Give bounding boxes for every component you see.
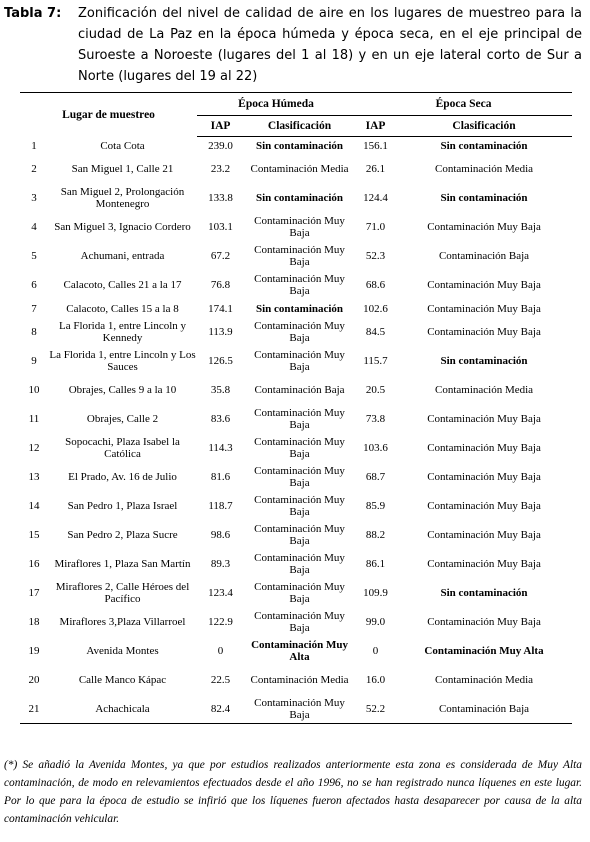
dry-classification: Contaminación Muy Baja bbox=[427, 326, 541, 338]
table-row bbox=[20, 637, 572, 666]
dry-classification: Sin contaminación bbox=[440, 192, 528, 204]
place-name: El Prado, Av. 16 de Julio bbox=[68, 471, 177, 483]
place-name: Obrajes, Calles 9 a la 10 bbox=[68, 384, 177, 396]
caption-label: Tabla 7: bbox=[4, 6, 62, 21]
dry-iap-value: 73.8 bbox=[365, 413, 386, 425]
air-quality-table bbox=[20, 92, 572, 724]
dry-classification: Contaminación Media bbox=[434, 384, 534, 396]
row-number: 19 bbox=[28, 645, 40, 657]
footnote: (*) Se añadió la Avenida Montes, ya que por estudios realizados anteriormente esta zona es considerada de Muy Alta contaminación, de modo en relevamientos efectuados desde el año 1996, no se han registrado nunca líquenes en este lugar. Por lo que para la época de estudio se infirió que los líquenes fueron afectados hasta desaparecer por causa de la alta contaminación vehicular. bbox=[4, 759, 582, 825]
table-row bbox=[20, 579, 572, 608]
table-row bbox=[20, 137, 572, 155]
dry-classification: Sin contaminación bbox=[440, 139, 528, 152]
humid-classification: Contaminación Muy Baja bbox=[254, 320, 345, 344]
dry-iap-value: 20.5 bbox=[365, 384, 386, 396]
place-name: San Miguel 3, Ignacio Cordero bbox=[54, 221, 191, 233]
place-name: San Miguel 1, Calle 21 bbox=[71, 163, 174, 175]
dry-classification: Contaminación Muy Baja bbox=[427, 529, 541, 541]
humid-classification: Contaminación Media bbox=[250, 163, 349, 175]
header-place: Lugar de muestreo bbox=[20, 93, 197, 137]
dry-classification: Contaminación Muy Baja bbox=[427, 279, 541, 291]
humid-classification: Contaminación Muy Baja bbox=[254, 407, 345, 431]
place-name: Calacoto, Calles 21 a la 17 bbox=[63, 279, 182, 291]
table-row bbox=[20, 492, 572, 521]
dry-classification: Contaminación Media bbox=[434, 674, 534, 686]
header-humid-iap: IAP bbox=[197, 116, 244, 137]
humid-iap-value: 89.3 bbox=[210, 558, 231, 570]
table-row bbox=[20, 550, 572, 579]
dry-iap-value: 52.2 bbox=[355, 695, 396, 724]
place-name: Avenida Montes bbox=[86, 645, 159, 657]
humid-classification: Sin contaminación bbox=[255, 192, 344, 204]
table-body bbox=[20, 137, 572, 724]
dry-iap-value: 26.1 bbox=[365, 163, 386, 175]
humid-iap-value: 126.5 bbox=[208, 355, 233, 367]
dry-iap-value: 86.1 bbox=[365, 558, 386, 570]
row-number: 20 bbox=[28, 674, 40, 686]
header-dry-iap: IAP bbox=[355, 116, 396, 137]
place-name: Cota Cota bbox=[100, 139, 145, 152]
dry-classification: Sin contaminación bbox=[440, 587, 528, 599]
dry-classification: Contaminación Baja bbox=[396, 695, 572, 724]
row-number: 3 bbox=[31, 192, 37, 204]
place-name: Sopocachi, Plaza Isabel la Católica bbox=[65, 436, 180, 460]
dry-classification: Contaminación Muy Baja bbox=[427, 221, 541, 233]
humid-iap-value: 22.5 bbox=[210, 674, 231, 686]
dry-iap-value: 52.3 bbox=[365, 250, 386, 262]
humid-classification: Contaminación Muy Baja bbox=[254, 273, 345, 297]
place-name: Achachicala bbox=[48, 695, 197, 724]
row-number: 13 bbox=[28, 471, 40, 483]
humid-classification: Contaminación Muy Baja bbox=[254, 215, 345, 239]
dry-iap-value: 115.7 bbox=[363, 355, 388, 367]
row-number: 9 bbox=[31, 355, 37, 367]
table-row bbox=[20, 300, 572, 318]
place-name: Calacoto, Calles 15 a la 8 bbox=[66, 302, 179, 315]
dry-iap-value: 16.0 bbox=[365, 674, 386, 686]
table-row bbox=[20, 695, 572, 724]
row-number: 2 bbox=[31, 163, 37, 175]
table-row bbox=[20, 318, 572, 347]
humid-iap-value: 83.6 bbox=[210, 413, 231, 425]
humid-iap-value: 35.8 bbox=[210, 384, 231, 396]
table-row bbox=[20, 521, 572, 550]
humid-iap-value: 67.2 bbox=[210, 250, 231, 262]
humid-classification: Contaminación Muy Alta bbox=[251, 639, 348, 663]
humid-classification: Contaminación Muy Baja bbox=[244, 695, 355, 724]
row-number: 18 bbox=[28, 616, 40, 628]
humid-classification: Contaminación Muy Baja bbox=[254, 552, 345, 576]
row-number: 14 bbox=[28, 500, 40, 512]
row-number: 4 bbox=[31, 221, 37, 233]
humid-classification: Contaminación Muy Baja bbox=[254, 436, 345, 460]
place-name: Obrajes, Calle 2 bbox=[86, 413, 159, 425]
table-row bbox=[20, 347, 572, 376]
header-humid-season: Época Húmeda bbox=[197, 93, 355, 116]
dry-iap-value: 71.0 bbox=[365, 221, 386, 233]
humid-classification: Contaminación Baja bbox=[254, 384, 345, 396]
humid-iap-value: 114.3 bbox=[208, 442, 233, 454]
row-number: 21 bbox=[20, 695, 48, 724]
humid-iap-value: 98.6 bbox=[210, 529, 231, 541]
place-name: Miraflores 1, Plaza San Martín bbox=[54, 558, 191, 570]
place-name: San Pedro 1, Plaza Israel bbox=[67, 500, 178, 512]
dry-iap-value: 102.6 bbox=[363, 302, 388, 315]
dry-classification: Contaminación Muy Baja bbox=[427, 302, 541, 315]
place-name: Miraflores 3,Plaza Villarroel bbox=[59, 616, 186, 628]
humid-classification: Contaminación Muy Baja bbox=[254, 494, 345, 518]
dry-classification: Contaminación Muy Baja bbox=[427, 500, 541, 512]
humid-iap-value: 113.9 bbox=[208, 326, 233, 338]
humid-iap-value: 133.8 bbox=[208, 192, 233, 204]
row-number: 7 bbox=[31, 302, 37, 315]
place-name: San Miguel 2, Prolongación Montenegro bbox=[60, 186, 185, 210]
humid-classification: Contaminación Media bbox=[250, 674, 349, 686]
dry-classification: Contaminación Muy Baja bbox=[427, 558, 541, 570]
table-row bbox=[20, 463, 572, 492]
row-number: 16 bbox=[28, 558, 40, 570]
place-name: San Pedro 2, Plaza Sucre bbox=[67, 529, 178, 541]
humid-iap-value: 239.0 bbox=[208, 139, 233, 152]
place-name: Calle Manco Kápac bbox=[78, 674, 167, 686]
humid-iap-value: 122.9 bbox=[208, 616, 233, 628]
table-row bbox=[20, 405, 572, 434]
humid-classification: Contaminación Muy Baja bbox=[254, 581, 345, 605]
dry-classification: Contaminación Muy Baja bbox=[427, 616, 541, 628]
place-name: La Florida 1, entre Lincoln y Kennedy bbox=[58, 320, 187, 344]
dry-iap-value: 88.2 bbox=[365, 529, 386, 541]
row-number: 15 bbox=[28, 529, 40, 541]
humid-iap-value: 81.6 bbox=[210, 471, 231, 483]
dry-iap-value: 68.7 bbox=[365, 471, 386, 483]
row-number: 10 bbox=[28, 384, 40, 396]
row-number: 17 bbox=[28, 587, 40, 599]
humid-iap-value: 82.4 bbox=[197, 695, 244, 724]
header-dry-season: Época Seca bbox=[355, 93, 572, 116]
table-row bbox=[20, 242, 572, 271]
dry-iap-value: 84.5 bbox=[365, 326, 386, 338]
row-number: 12 bbox=[28, 442, 40, 454]
dry-classification: Contaminación Media bbox=[434, 163, 534, 175]
humid-iap-value: 123.4 bbox=[208, 587, 233, 599]
dry-iap-value: 103.6 bbox=[363, 442, 388, 454]
table-row bbox=[20, 155, 572, 184]
humid-iap-value: 118.7 bbox=[208, 500, 233, 512]
humid-iap-value: 0 bbox=[217, 645, 224, 657]
humid-iap-value: 174.1 bbox=[208, 302, 233, 315]
row-number: 11 bbox=[28, 413, 40, 425]
humid-classification: Contaminación Muy Baja bbox=[254, 610, 345, 634]
table-row bbox=[20, 184, 572, 213]
dry-classification: Contaminación Muy Baja bbox=[427, 413, 541, 425]
place-name: Miraflores 2, Calle Héroes del Pacífico bbox=[55, 581, 190, 605]
row-number: 1 bbox=[31, 139, 37, 152]
humid-classification: Sin contaminación bbox=[255, 139, 344, 152]
table-row bbox=[20, 376, 572, 405]
humid-classification: Sin contaminación bbox=[255, 302, 344, 315]
row-number: 8 bbox=[31, 326, 37, 338]
dry-iap-value: 85.9 bbox=[365, 500, 386, 512]
humid-classification: Contaminación Muy Baja bbox=[254, 523, 345, 547]
dry-iap-value: 68.6 bbox=[365, 279, 386, 291]
place-name: Achumani, entrada bbox=[80, 250, 165, 262]
row-number: 5 bbox=[31, 250, 37, 262]
humid-iap-value: 103.1 bbox=[208, 221, 233, 233]
place-name: La Florida 1, entre Lincoln y Los Sauces bbox=[49, 349, 196, 373]
dry-iap-value: 109.9 bbox=[363, 587, 388, 599]
table-caption bbox=[4, 3, 582, 87]
dry-iap-value: 0 bbox=[372, 645, 379, 657]
dry-iap-value: 99.0 bbox=[365, 616, 386, 628]
header-humid-classification: Clasificación bbox=[244, 116, 355, 137]
caption-text: Zonificación del nivel de calidad de aire en los lugares de muestreo para la ciudad de La Paz en la época húmeda y época seca, en el eje principal de Suroeste a Noroeste (lugares del 1 al 18) y en un eje lateral corto de Sur a Norte (lugares del 19 al 22) bbox=[78, 6, 582, 84]
dry-classification: Contaminación Muy Baja bbox=[427, 442, 541, 454]
humid-classification: Contaminación Muy Baja bbox=[254, 349, 345, 373]
humid-iap-value: 76.8 bbox=[210, 279, 231, 291]
dry-classification: Contaminación Muy Baja bbox=[427, 471, 541, 483]
humid-classification: Contaminación Muy Baja bbox=[254, 465, 345, 489]
dry-classification: Sin contaminación bbox=[440, 355, 528, 367]
dry-iap-value: 156.1 bbox=[363, 139, 388, 152]
humid-classification: Contaminación Muy Baja bbox=[254, 244, 345, 268]
table-row bbox=[20, 666, 572, 695]
header-dry-classification: Clasificación bbox=[396, 116, 572, 137]
humid-iap-value: 23.2 bbox=[210, 163, 231, 175]
dry-classification: Contaminación Muy Alta bbox=[424, 645, 544, 657]
table-row bbox=[20, 213, 572, 242]
table-row bbox=[20, 608, 572, 637]
dry-classification: Contaminación Baja bbox=[438, 250, 530, 262]
dry-iap-value: 124.4 bbox=[363, 192, 388, 204]
table-row bbox=[20, 271, 572, 300]
row-number: 6 bbox=[31, 279, 37, 291]
table-row bbox=[20, 434, 572, 463]
